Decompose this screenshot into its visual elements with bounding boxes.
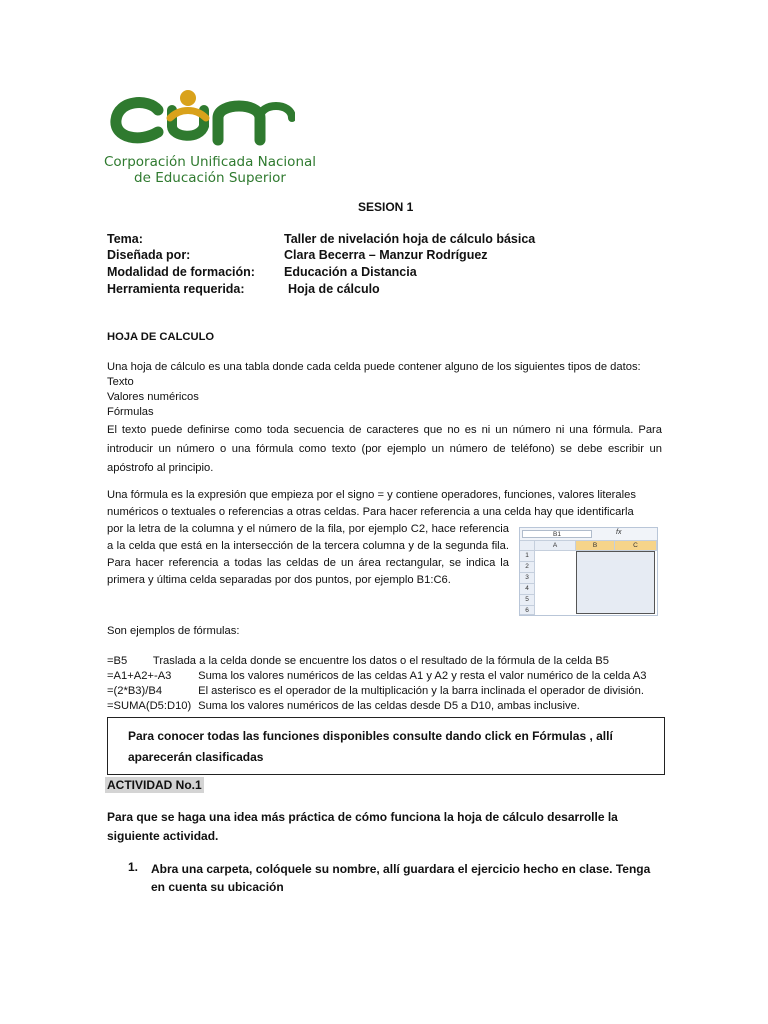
selected-range — [576, 551, 655, 614]
examples-intro: Son ejemplos de fórmulas: — [107, 625, 240, 637]
formula-paragraph-rest: por la letra de la columna y el número de la fila, por ejemplo C2, hace referencia a la celda que está en la intersección de la tercera columna y de la segunda fila. Para hacer referencia a todas las celdas de un área rectangular, se indica la primera y última celda separadas por dos puntos, por ejemplo B1:C6. — [107, 523, 509, 586]
spreadsheet-screenshot — [519, 527, 658, 616]
data-type-texto: Texto — [107, 376, 134, 388]
logo-org-line1: Corporación Unificada Nacional — [103, 154, 317, 170]
row-header-5: 5 — [520, 595, 535, 606]
meta-value-modalidad: Educación a Distancia — [284, 265, 417, 279]
name-box: B1 — [522, 530, 592, 538]
session-title: SESION 1 — [358, 200, 414, 214]
example-row — [107, 685, 644, 697]
step-text: Abra una carpeta, colóquele su nombre, allí guardara el ejercicio hecho en clase. Tenga en cuenta su ubicación — [151, 862, 651, 894]
data-type-formulas: Fórmulas — [107, 406, 154, 418]
example-row — [107, 670, 646, 682]
logo-org-line2: de Educación Superior — [134, 170, 286, 186]
row-header-1: 1 — [520, 551, 535, 562]
row-header-2: 2 — [520, 562, 535, 573]
activity-title-text: ACTIVIDAD No.1 — [107, 778, 202, 792]
section-heading: HOJA DE CALCULO — [107, 331, 215, 343]
row-header-4: 4 — [520, 584, 535, 595]
example-row — [107, 655, 609, 667]
fx-icon: fx — [616, 529, 622, 536]
meta-value-herramienta: Hoja de cálculo — [288, 282, 380, 296]
cun-logo-graphic — [110, 88, 295, 146]
note-box — [107, 717, 665, 775]
formula-bar — [520, 528, 657, 541]
example-desc: Suma los valores numéricos de las celdas desde D5 a D10, ambas inclusive. — [198, 700, 580, 712]
example-row — [107, 700, 580, 712]
meta-label-modalidad: Modalidad de formación: — [107, 265, 255, 279]
row-header-3: 3 — [520, 573, 535, 584]
formula-paragraph-line2: numéricos o textuales o referencias a otras celdas. Para hacer referencia a una celda hay que identificarla — [107, 506, 634, 518]
intro-text: Una hoja de cálculo es una tabla donde cada celda puede contener alguno de los siguientes tipos de datos: — [107, 361, 641, 373]
example-desc: Traslada a la celda donde se encuentre los datos o el resultado de la fórmula de la celda B5 — [152, 655, 609, 667]
formula-paragraph-line1: Una fórmula es la expresión que empieza por el signo = y contiene operadores, funciones, valores literales — [107, 489, 636, 501]
column-header-c: C — [615, 541, 657, 551]
example-desc: Suma los valores numéricos de las celdas A1 y A2 y resta el valor numérico de la celda A3 — [198, 670, 647, 682]
example-formula: =(2*B3)/B4 — [107, 685, 163, 697]
data-type-valores: Valores numéricos — [107, 391, 199, 403]
example-formula: =A1+A2+-A3 — [107, 670, 172, 682]
column-header-corner — [520, 541, 535, 551]
row-header-6: 6 — [520, 606, 535, 615]
meta-label-herramienta: Herramienta requerida: — [107, 282, 245, 296]
text-paragraph: El texto puede definirse como toda secuencia de caracteres que no es ni un número ni una fórmula. Para introducir un número o una fórmula como texto (por ejemplo un número de teléfono) se debe escribir un apóstrofo al principio. — [107, 424, 662, 474]
column-header-b: B — [576, 541, 615, 551]
logo — [103, 88, 317, 188]
example-desc: El asterisco es el operador de la multiplicación y la barra inclinada el operador de división. — [198, 685, 644, 697]
meta-label-disenada: Diseñada por: — [107, 248, 191, 262]
meta-value-tema: Taller de nivelación hoja de cálculo básica — [284, 232, 536, 246]
activity-title — [105, 778, 204, 792]
meta-label-tema: Tema: — [107, 232, 143, 246]
example-formula: =SUMA(D5:D10) — [107, 700, 192, 712]
step-number: 1. — [128, 860, 139, 874]
example-formula: =B5 — [107, 655, 128, 667]
meta-value-disenada: Clara Becerra – Manzur Rodríguez — [284, 248, 488, 262]
column-header-a: A — [535, 541, 576, 551]
note-text: Para conocer todas las funciones disponibles consulte dando click en Fórmulas , allí aparecerán clasificadas — [128, 729, 613, 764]
activity-intro: Para que se haga una idea más práctica de cómo funciona la hoja de cálculo desarrolle la siguiente actividad. — [107, 810, 618, 843]
